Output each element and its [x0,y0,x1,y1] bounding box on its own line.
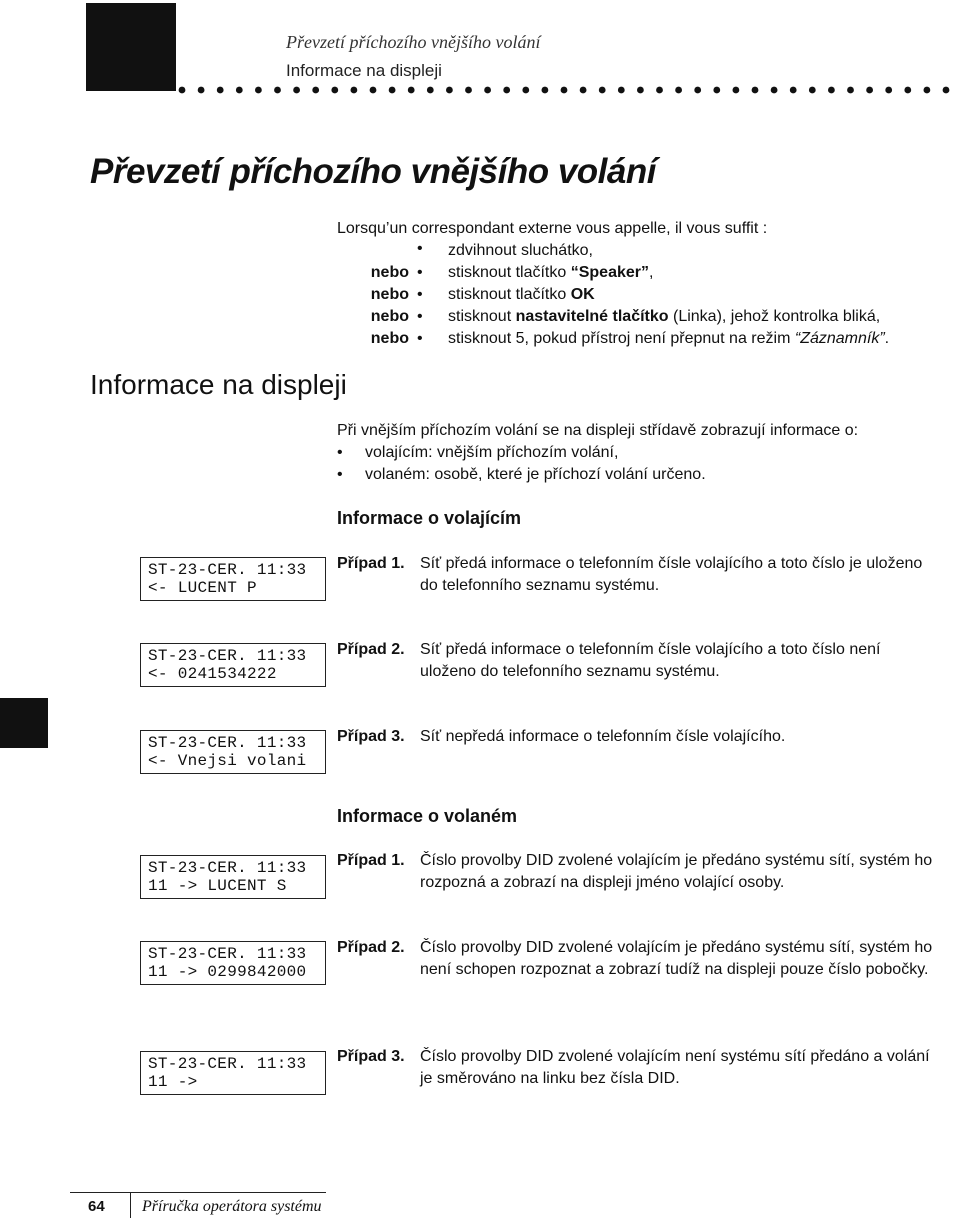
footer-separator [130,1192,131,1218]
case-text: Síť předá informace o telefonním čísle volajícího a toto číslo je uloženo do telefonního seznamu systému. [420,555,923,594]
lcd-display: ST-23-CER. 11:33 <- LUCENT P [140,557,326,601]
rule-dot [198,87,205,94]
lcd-display: ST-23-CER. 11:33 <- 0241534222 [140,643,326,687]
footer-text: Příručka operátora systému [142,1198,322,1215]
rule-dot [255,87,262,94]
dotted-rule [176,80,956,100]
rule-dot [580,87,587,94]
bullet-icon: • [417,264,423,281]
rule-dot [484,87,491,94]
subheading-caller: Informace o volajícím [337,508,522,528]
rule-dot [522,87,529,94]
rule-dot [866,87,873,94]
rule-dot [771,87,778,94]
rule-dot [675,87,682,94]
rule-dot [713,87,720,94]
rule-dot [274,87,281,94]
page-number: 64 [88,1198,105,1215]
rule-dot [885,87,892,94]
rule-dot [618,87,625,94]
step-item: • zdvihnout sluchátko, [417,240,593,259]
case-label: Případ 1. [337,555,405,572]
display-intro: Při vnějším příchozím volání se na displeji střídavě zobrazují informace o: [337,422,859,439]
rule-dot [943,87,950,94]
case-label: Případ 1. [337,852,405,869]
case-text: Síť nepředá informace o telefonním čísle volajícího. [420,728,786,745]
rule-dot [828,87,835,94]
rule-dot [904,87,911,94]
rule-dot [656,87,663,94]
step-item: nebo • stisknout 5, pokud přístroj není přepnut na režim “Záznamník”. [337,328,937,350]
rule-dot [351,87,358,94]
rule-dot [370,87,377,94]
rule-dot [637,87,644,94]
case-label: Případ 3. [337,1048,405,1065]
rule-dot [752,87,759,94]
bullet-icon: • [337,466,343,483]
corner-black-block [86,3,176,91]
step-item: nebo • stisknout nastavitelné tlačítko (Linka), jehož kontrolka bliká, [337,306,937,328]
rule-dot [694,87,701,94]
rule-dot [542,87,549,94]
case-text: Číslo provolby DID zvolené volajícím je předáno systému sítí, systém ho není schopen rozpoznat a zobrazí tudíž na displeji pouze číslo pobočky. [420,939,933,978]
step-item: nebo • stisknout tlačítko “Speaker”, [337,262,937,284]
rule-dot [847,87,854,94]
rule-dot [465,87,472,94]
rule-dot [503,87,510,94]
bullet-icon: • [417,308,423,325]
subheading-called: Informace o volaném [337,806,518,826]
rule-dot [331,87,338,94]
case-text: Číslo provolby DID zvolené volajícím je předáno systému sítí, systém ho rozpozná a zobrazí na displeji jméno volající osoby. [420,852,933,891]
case-text: Číslo provolby DID zvolené volajícím není systému sítí předáno a volání je směrováno na linku bez čísla DID. [420,1048,930,1087]
step-item: nebo • stisknout tlačítko OK [337,284,937,306]
rule-dot [924,87,931,94]
lcd-display: ST-23-CER. 11:33 11 -> [140,1051,326,1095]
bullet-icon: • [417,286,423,303]
rule-dot [427,87,434,94]
rule-dot [790,87,797,94]
lcd-display: ST-23-CER. 11:33 11 -> LUCENT S [140,855,326,899]
bullet-icon: • [417,330,423,347]
lcd-display: ST-23-CER. 11:33 11 -> 0299842000 [140,941,326,985]
rule-dot [179,87,186,94]
running-subtitle: Informace na displeji [286,61,442,80]
lcd-display: ST-23-CER. 11:33 <- Vnejsi volani [140,730,326,774]
rule-dot [236,87,243,94]
intro-text: Lorsqu’un correspondant externe vous appelle, il vous suffit : [337,220,768,237]
rule-dot [446,87,453,94]
bullet-icon: • [417,240,423,257]
rule-dot [561,87,568,94]
rule-dot [599,87,606,94]
chapter-tab-marker [0,698,48,748]
rule-dot [408,87,415,94]
rule-dot [217,87,224,94]
running-title: Převzetí příchozího vnějšího volání [286,32,541,52]
case-text: Síť předá informace o telefonním čísle volajícího a toto číslo není uloženo do telefonního seznamu systému. [420,641,881,680]
rule-dot [312,87,319,94]
bullet-icon: • [337,444,343,461]
case-label: Případ 2. [337,641,405,658]
case-label: Případ 2. [337,939,405,956]
rule-dot [293,87,300,94]
page-title: Převzetí příchozího vnějšího volání [90,152,656,191]
rule-dot [733,87,740,94]
section-heading: Informace na displeji [90,369,347,400]
rule-dot [389,87,396,94]
case-label: Případ 3. [337,728,405,745]
rule-dot [809,87,816,94]
footer-rule [70,1192,326,1193]
